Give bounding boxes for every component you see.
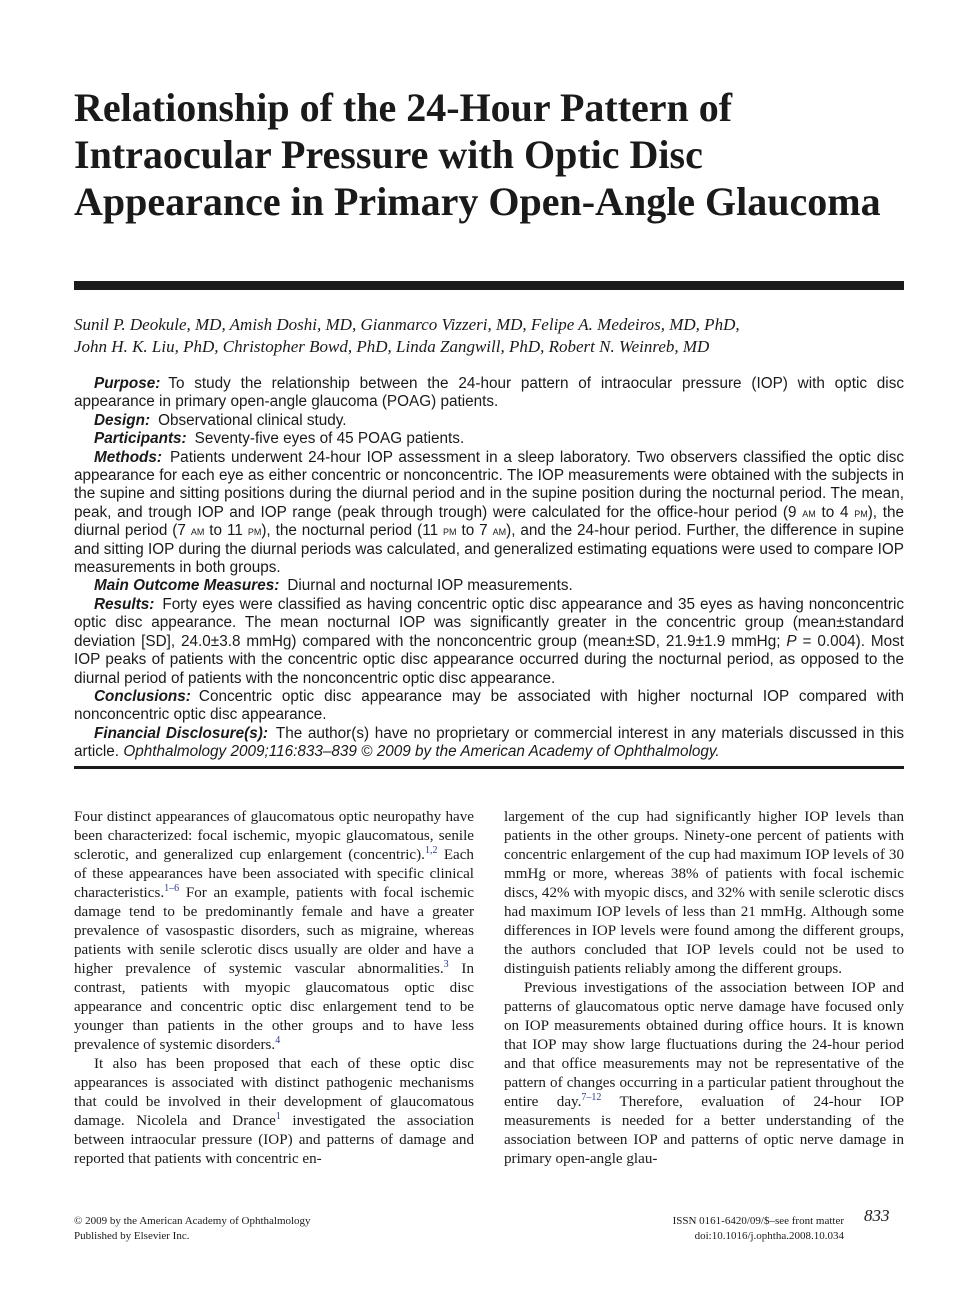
journal-citation: Ophthalmology 2009;116:833–839 © 2009 by the American Academy of Ophthalmology. [123, 743, 720, 761]
reference-link[interactable]: 7–12 [581, 1091, 602, 1103]
footer-copyright: © 2009 by the American Academy of Ophthalmology Published by Elsevier Inc. [74, 1215, 311, 1242]
body-paragraph: largement of the cup had significantly higher IOP levels than patients in the other groups. Ninety-one percent of patients with concentric enlargement of the cup had maximum IOP levels of 30 mmHg or more, whereas 38% of patients with focal ischemic discs, 42% with myopic discs, and 32% with senile sclerotic discs had maximum IOP levels of less than 21 mmHg. Although some differences in IOP levels were found among the different groups, the authors concluded that IOP levels could not be used to distinguish patients reliably among the different groups. [504, 809, 904, 977]
author-line-1: Sunil P. Deokule, MD, Amish Doshi, MD, Gianmarco Vizzeri, MD, Felipe A. Medeiros, MD, PhD, [74, 315, 740, 334]
reference-link[interactable]: 1,2 [424, 844, 438, 856]
disclosure-label: Financial Disclosure(s): [94, 724, 268, 742]
body-column-right [504, 808, 904, 1169]
design-label: Design: [94, 411, 151, 429]
article-title: Relationship of the 24-Hour Pattern of Intraocular Pressure with Optic Disc Appearance in Primary Open-Angle Glaucoma [74, 85, 881, 224]
abstract-methods: Methods: Patients underwent 24-hour IOP assessment in a sleep laboratory. Two observers classified the optic disc appearance for each eye as either concentric or nonconcentric. The IOP measurements were obtained with the subjects in the supine and sitting positions during the diurnal period and in the supine position during the nocturnal period. The mean, peak, and trough IOP and IOP range (peak through trough) were calculated for the office-hour period (9 am to 4 pm), the diurnal period (7 am to 11 pm), the nocturnal period (11 pm to 7 am), and the 24-hour period. Further, the difference in supine and sitting IOP during the diurnal periods was calculated, and generalized estimating equations were used to compare IOP measurements in both groups. [74, 448, 905, 577]
reference-link[interactable]: 3 [443, 958, 449, 970]
footer-identifiers [600, 1214, 844, 1244]
page-number: 833 [864, 1206, 890, 1225]
author-list [74, 314, 904, 358]
purpose-label: Purpose: [94, 375, 161, 392]
author-line-2: John H. K. Liu, PhD, Christopher Bowd, PhD, Linda Zangwill, PhD, Robert N. Weinreb, MD [74, 337, 710, 356]
body-column-left [74, 808, 474, 1169]
abstract-results: Results: Forty eyes were classified as having concentric optic disc appearance and 35 eyes as having nonconcentric optic disc appearance. The mean nocturnal IOP was significantly greater in the concentric group (mean±standard deviation [SD], 24.0±3.8 mmHg) compared with the nonconcentric group (mean±SD, 21.9±1.9 mmHg; P = 0.004). Most IOP peaks of patients with the concentric optic disc appearance occurred during the nocturnal period, as opposed to the diurnal period of patients with the nonconcentric optic disc appearance. [74, 595, 904, 687]
outcome-label: Main Outcome Measures: [94, 577, 280, 595]
reference-link[interactable]: 1–6 [164, 882, 180, 894]
abstract-disclosure: Financial Disclosure(s): The author(s) have no proprietary or commercial interest in any materials discussed in this article. Ophthalmology 2009;116:833–839 © 2009 by the American Academy of Ophthalmology. [74, 724, 904, 761]
doi-link[interactable]: doi:10.1016/j.ophtha.2008.10.034 [694, 1230, 844, 1242]
abstract-purpose: Purpose: To study the relationship between the 24-hour pattern of intraocular pressure (IOP) with optic disc appearance in primary open-angle glaucoma (POAG) patients. [74, 375, 904, 411]
abstract-rule [74, 766, 904, 769]
abstract-participants: Participants: Seventy-five eyes of 45 POAG patients. [94, 430, 465, 448]
participants-label: Participants: [94, 430, 187, 448]
body-paragraph: Four distinct appearances of glaucomatous optic neuropathy have been characterized: focal ischemic, myopic glaucomatous, senile sclerotic, and generalized cup enlargement (concentric).$^{1,2}$ Each of these appearances have been associated with specific clinical characteristics.$^{1-6}$ For an example, patients with focal ischemic damage tend to be predominantly female and have a greater prevalence of vasospastic disorders, such as migraine, whereas patients with senile sclerotic discs usually are older and have a higher prevalence of systemic vascular abnormalities.$^3$ In contrast, patients with myopic glaucomatous optic disc appearance and concentric optic disc enlargement tend to be younger than patients in the other groups and to have less prevalence of systemic disorders.$^4$ [74, 809, 474, 1053]
issn: ISSN 0161-6420/09/$–see front matter [672, 1215, 844, 1227]
body-paragraph: Previous investigations of the association between IOP and patterns of glaucomatous optic nerve damage have focused only on IOP measurements obtained during office hours. It is known that IOP may show large fluctuations during the 24-hour period and that office measurements may not be representative of the pattern of changes occurring in a particular patient throughout the entire day.$^{7-12}$ Therefore, evaluation of 24-hour IOP measurements is needed for a better understanding of the association between IOP and patterns of optic nerve damage in primary open-angle glau- [504, 980, 905, 1167]
abstract-design: Design: Observational clinical study. [94, 411, 347, 429]
reference-link[interactable]: 4 [275, 1034, 281, 1046]
reference-link[interactable]: 1 [275, 1110, 281, 1122]
abstract-conclusions: Conclusions: Concentric optic disc appearance may be associated with higher nocturnal IOP compared with nonconcentric optic disc appearance. [74, 687, 904, 724]
methods-label: Methods: [94, 448, 162, 466]
conclusions-label: Conclusions: [94, 687, 191, 705]
results-label: Results: [94, 595, 155, 613]
abstract [74, 375, 904, 762]
title-rule [74, 281, 904, 290]
abstract-outcome: Main Outcome Measures: Diurnal and nocturnal IOP measurements. [94, 577, 573, 595]
body-paragraph: It also has been proposed that each of these optic disc appearances is associated with distinct pathogenic mechanisms that could be involved in their development of glaucomatous damage. Nicolela and Drance$^1$ investigated the association between intraocular pressure (IOP) and patterns of damage and reported that patients with concentric en- [74, 1056, 474, 1167]
